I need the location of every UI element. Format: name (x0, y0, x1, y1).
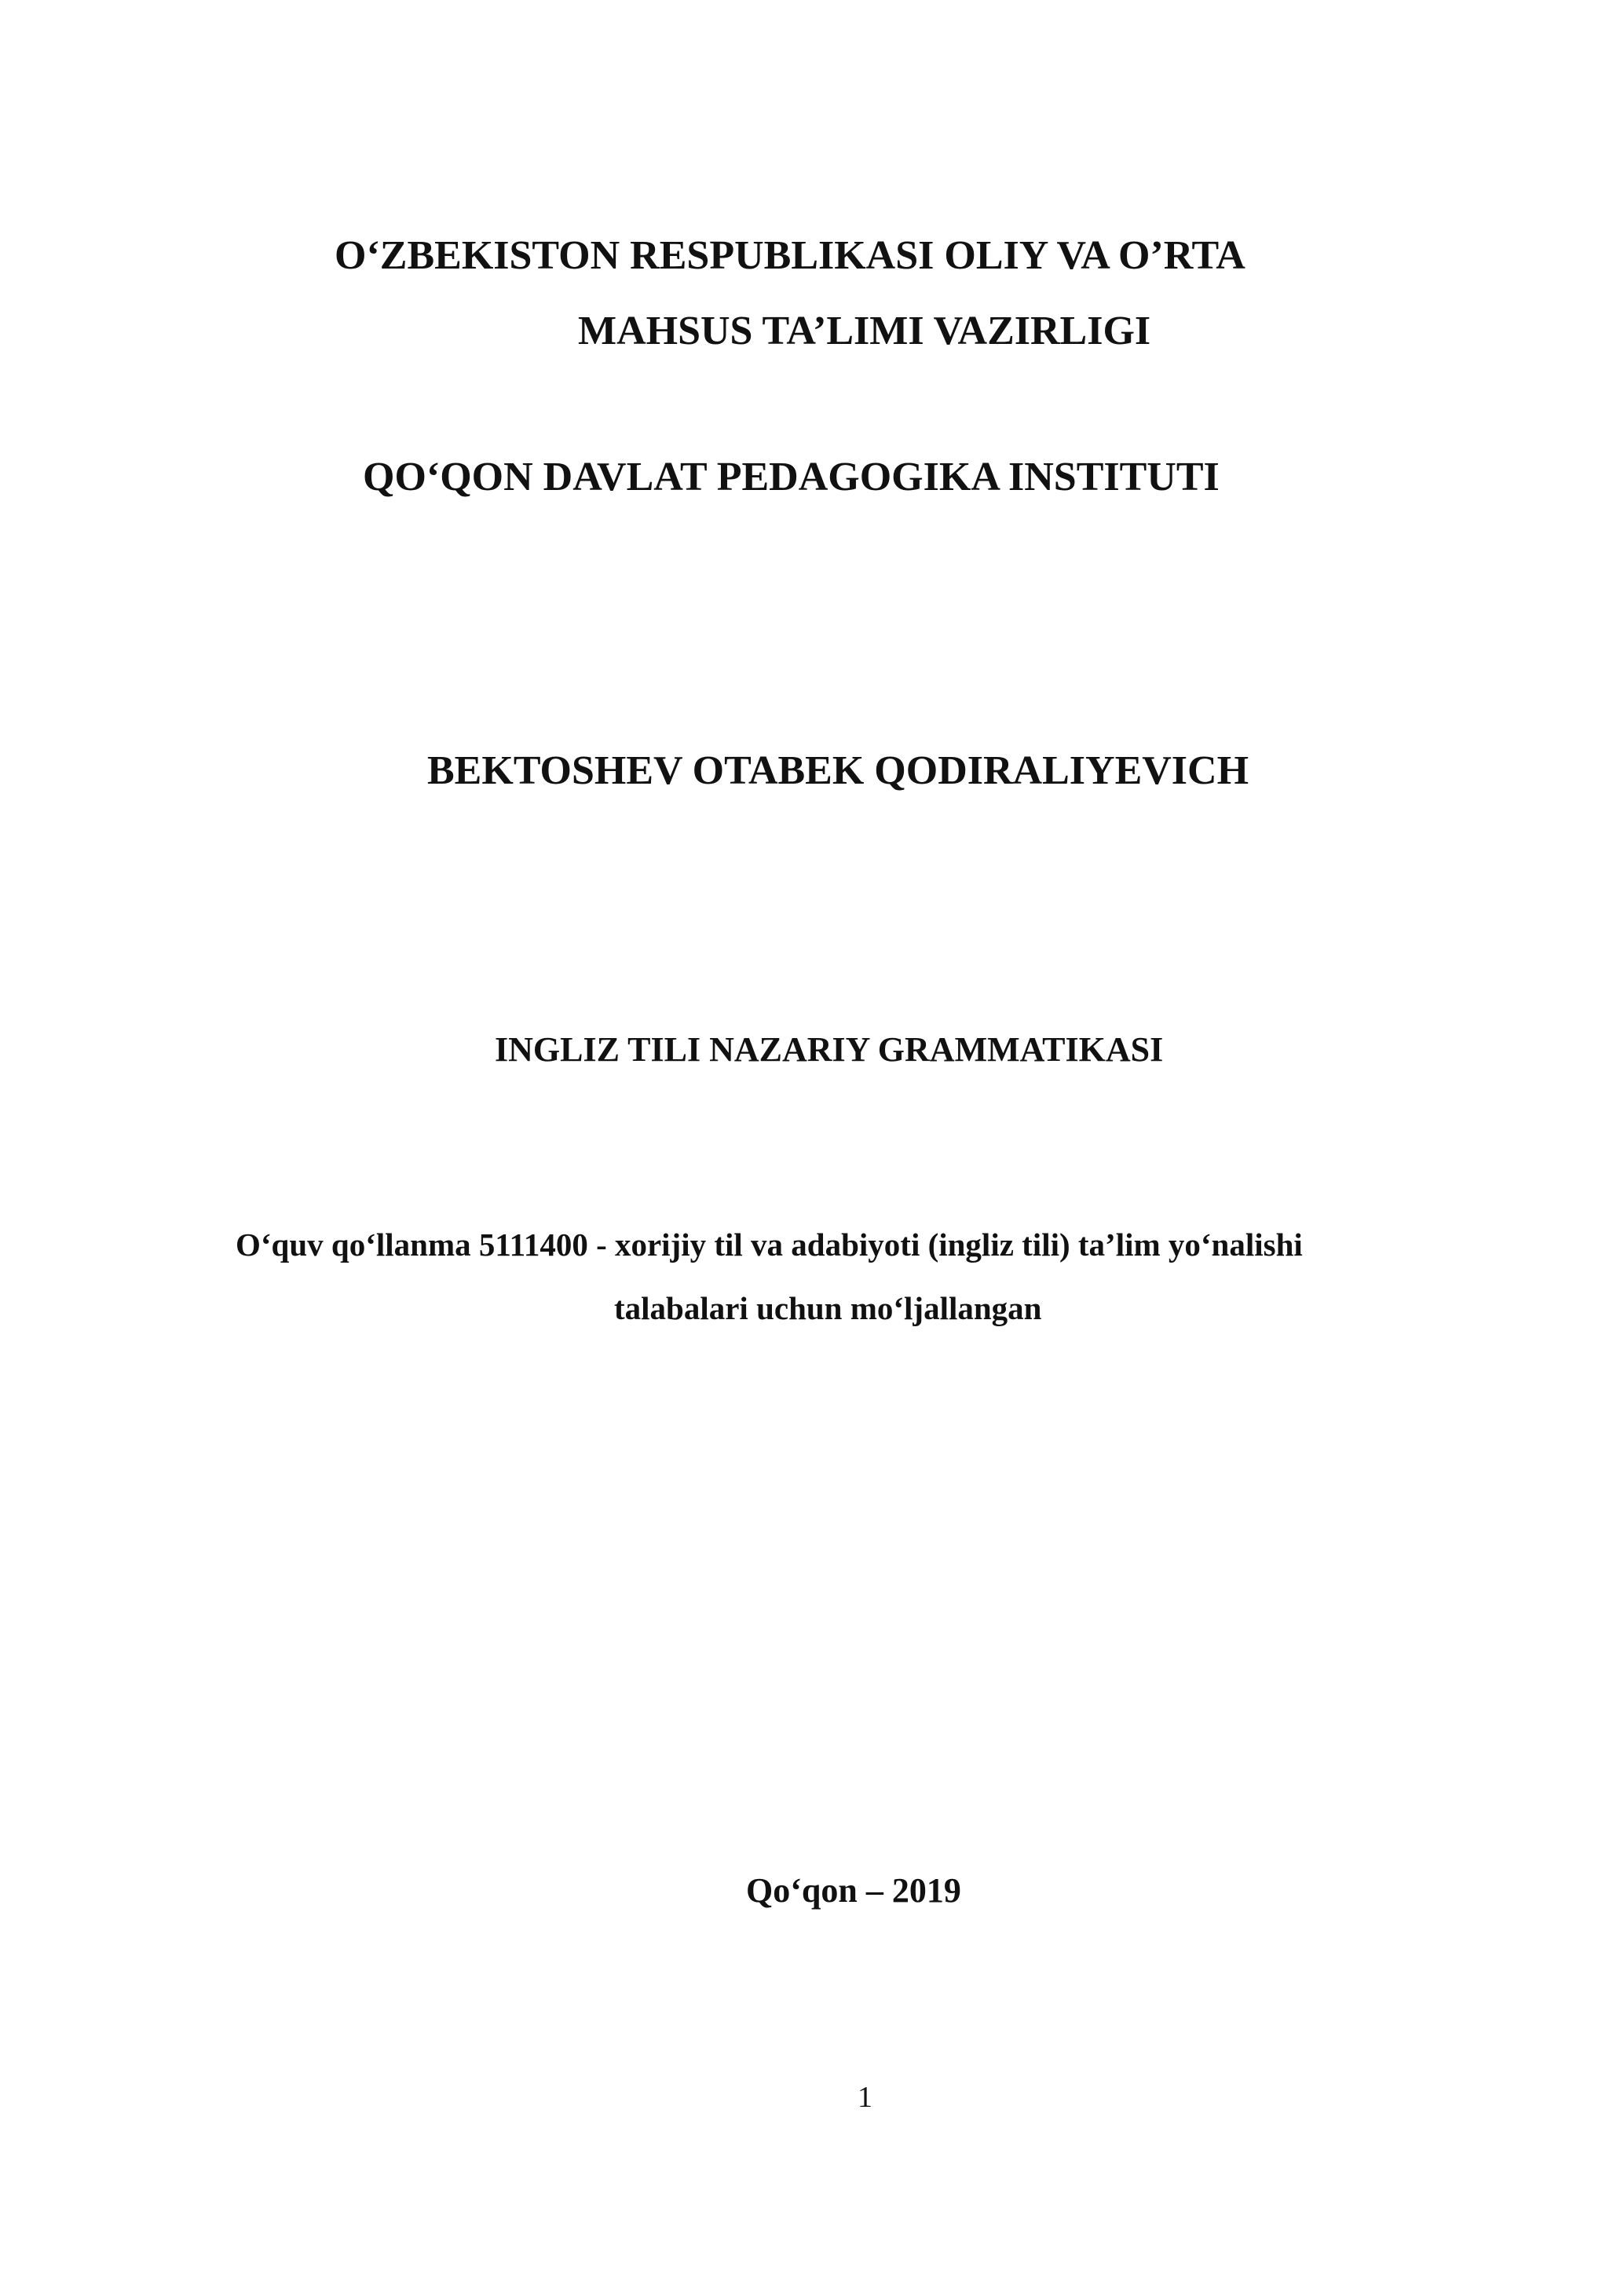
ministry-heading-line-2: MAHSUS TA’LIMI VAZIRLIGI (578, 309, 1151, 353)
institute-name: QO‘QON DAVLAT PEDAGOGIKA INSTITUTI (363, 455, 1220, 499)
document-title: INGLIZ TILI NAZARIY GRAMMATIKASI (495, 1030, 1164, 1069)
ministry-heading-line-1: O‘ZBEKISTON RESPUBLIKASI OLIY VA O’RTA (335, 233, 1245, 278)
document-subtitle-line-2: talabalari uchun mo‘ljallangan (614, 1290, 1042, 1326)
author-name: BEKTOSHEV OTABEK QODIRALIYEVICH (427, 748, 1249, 793)
place-and-year: Qo‘qon – 2019 (746, 1871, 961, 1910)
page-number: 1 (858, 2081, 872, 2114)
document-subtitle-line-1: O‘quv qo‘llanma 5111400 - xorijiy til va adabiyoti (ingliz tili) ta’lim yo‘nalishi (236, 1227, 1303, 1263)
